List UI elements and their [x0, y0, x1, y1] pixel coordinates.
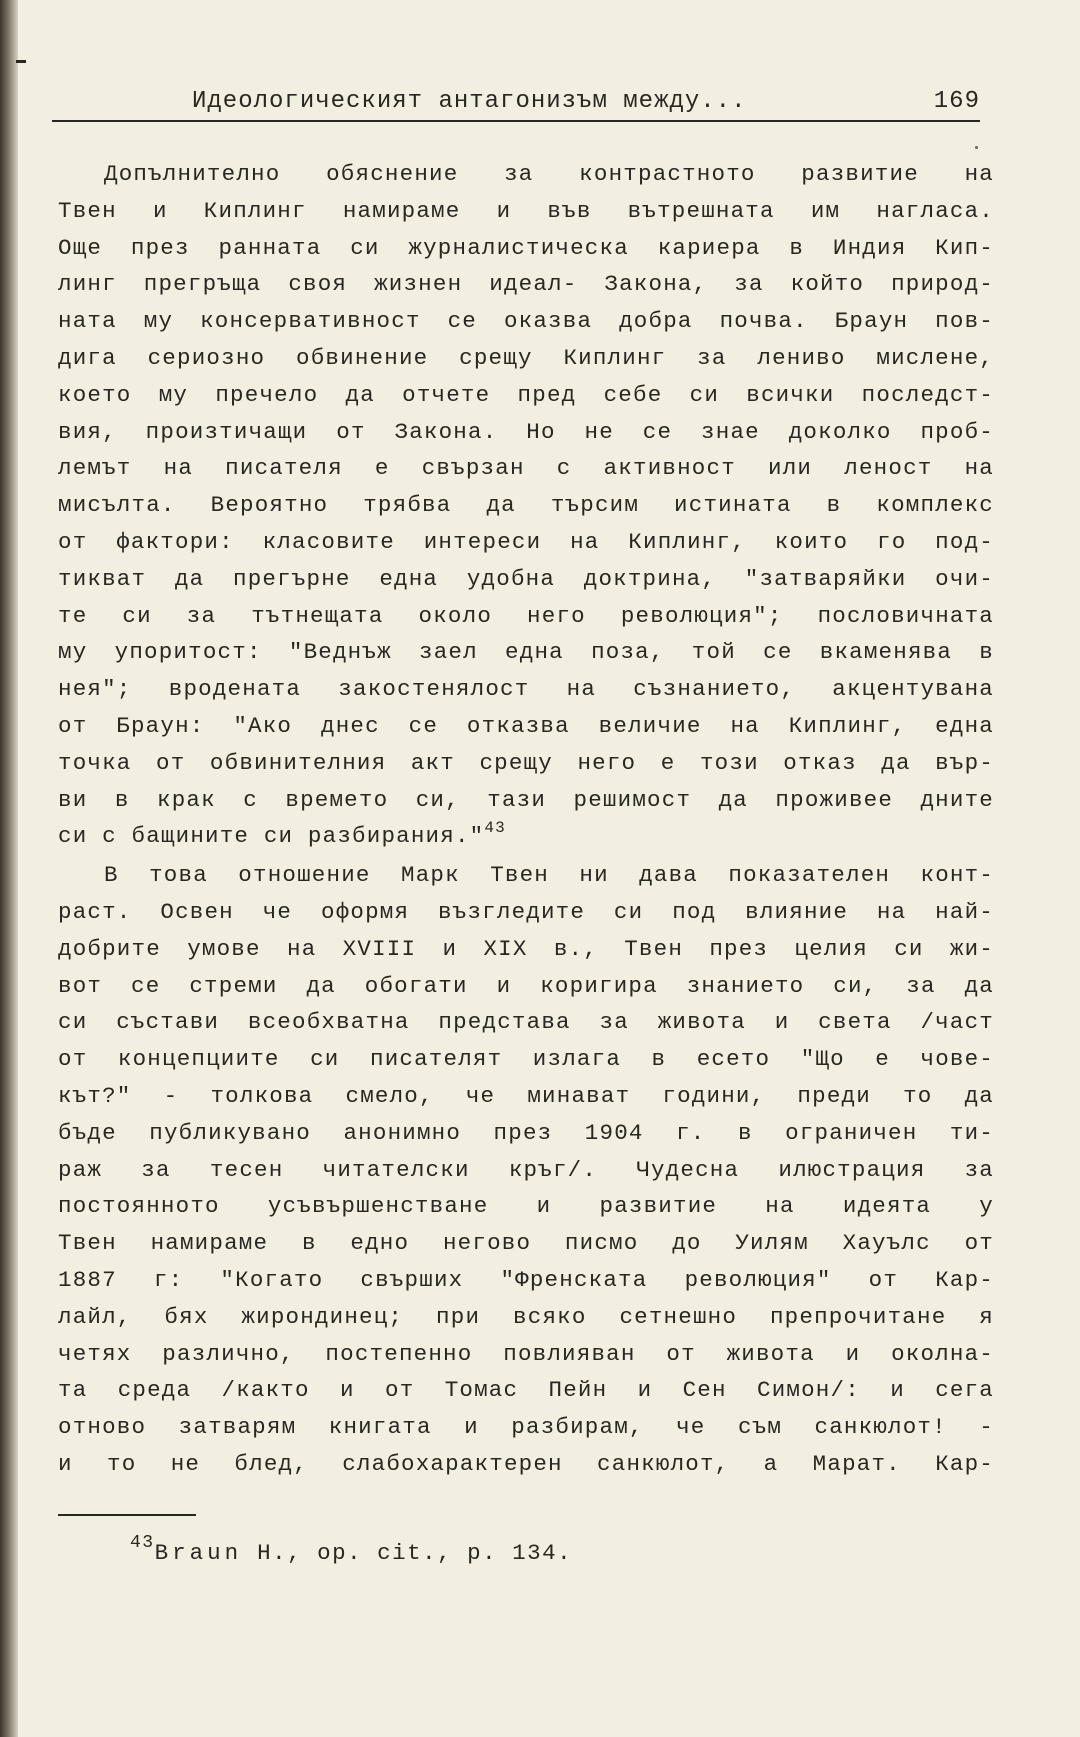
- text-line: си състави всеобхватна представа за живота и света /част: [58, 1009, 994, 1036]
- body-text: [58, 156, 994, 1485]
- text-line: вия, произтичащи от Закона. Но не се знае доколко проб-: [58, 418, 994, 445]
- text-line: постоянното усъвършенстване и развитие на идеята у: [58, 1193, 994, 1220]
- text-line: от Браун: "Ако днес се отказва величие на Киплинг, една: [58, 712, 994, 739]
- text-line: тикват да прегърне една удобна доктрина, "затваряйки очи-: [58, 565, 994, 592]
- text-line: му упоритост: "Веднъж заел една поза, той се вкаменява в: [58, 639, 994, 666]
- text-line: четях различно, постепенно повлияван от живота и околна-: [58, 1340, 994, 1367]
- text-line: точка от обвинителния акт срещу него е този отказ да вър-: [58, 749, 994, 776]
- paragraph-1: [58, 156, 994, 855]
- text-line: 1887 г: "Когато свърших "Френската революция" от Кар-: [58, 1266, 994, 1293]
- text-line: та среда /както и от Томас Пейн и Сен Симон/: и сега: [58, 1377, 994, 1404]
- text-line: Още през ранната си журналистическа кариера в Индия Кип-: [58, 234, 994, 261]
- header-rule: [52, 120, 980, 122]
- text-line: от фактори: класовите интереси на Киплинг, които го под-: [58, 528, 994, 555]
- text-line-last: [58, 818, 994, 855]
- text-line-content: си с бащините си разбирания.": [58, 823, 485, 850]
- text-line: от концепциите си писателят излага в есето "Що е чове-: [58, 1046, 994, 1073]
- paragraph-2: [58, 857, 994, 1483]
- text-line: лемът на писателя е свързан с активност или леност на: [58, 455, 994, 482]
- text-line: те си за тътнещата около него революция"; пословичната: [58, 602, 994, 629]
- text-line: мисълта. Вероятно трябва да търсим истината в комплекс: [58, 492, 994, 519]
- page-number: 169: [933, 88, 980, 115]
- footnote-rule: [58, 1514, 196, 1516]
- text-line: ви в крак с времето си, тази решимост да проживее дните: [58, 786, 994, 813]
- text-line: Допълнително обяснение за контрастното развитие на: [104, 161, 994, 187]
- text-line: отново затварям книгата и разбирам, че съм санкюлот! -: [58, 1414, 994, 1441]
- text-line: лайл, бях жирондинец; при всяко сетнешно препрочитане я: [58, 1303, 994, 1330]
- text-line: Твен и Киплинг намираме и във вътрешната им нагласа.: [58, 197, 994, 224]
- text-line: кът?" - толкова смело, че минават години, преди то да: [58, 1082, 994, 1109]
- footnote: [130, 1533, 573, 1566]
- text-line: вот се стреми да обогати и коригира знанието си, за да: [58, 972, 994, 999]
- text-line: раж за тесен читателски кръг/. Чудесна илюстрация за: [58, 1156, 994, 1183]
- footnote-text: H., op. cit., p. 134.: [257, 1540, 573, 1566]
- running-header-title: Идеологическият антагонизъм между...: [192, 88, 747, 115]
- text-line: В това отношение Марк Твен ни дава показателен конт-: [104, 862, 994, 889]
- text-line: дига сериозно обвинение срещу Киплинг за лениво мислене,: [58, 344, 994, 371]
- text-line: ната му консервативност се оказва добра почва. Браун пов-: [58, 308, 994, 335]
- text-line: и то не блед, слабохарактерен санкюлот, а Марат. Кар-: [58, 1450, 994, 1477]
- text-line: Твен намираме в едно негово писмо до Уилям Хауълс от: [58, 1230, 994, 1257]
- text-line: нея"; вродената закостенялост на съзнанието, акцентувана: [58, 676, 994, 703]
- text-line: бъде публикувано анонимно през 1904 г. в ограничен ти-: [58, 1119, 994, 1146]
- text-line: раст. Освен че оформя възгледите си под влияние на най-: [58, 898, 994, 925]
- footnote-reference[interactable]: 43: [484, 819, 506, 838]
- footnote-author: Braun: [154, 1540, 243, 1566]
- text-line: линг прегръща своя жизнен идеал- Закона, за който природ-: [58, 271, 994, 298]
- running-header: [52, 84, 980, 124]
- text-line: което му пречело да отчете пред себе си всички последст-: [58, 381, 994, 408]
- text-line: добрите умове на XVIII и XIX в., Твен през целия си жи-: [58, 935, 994, 962]
- footnote-number: 43: [130, 1533, 155, 1553]
